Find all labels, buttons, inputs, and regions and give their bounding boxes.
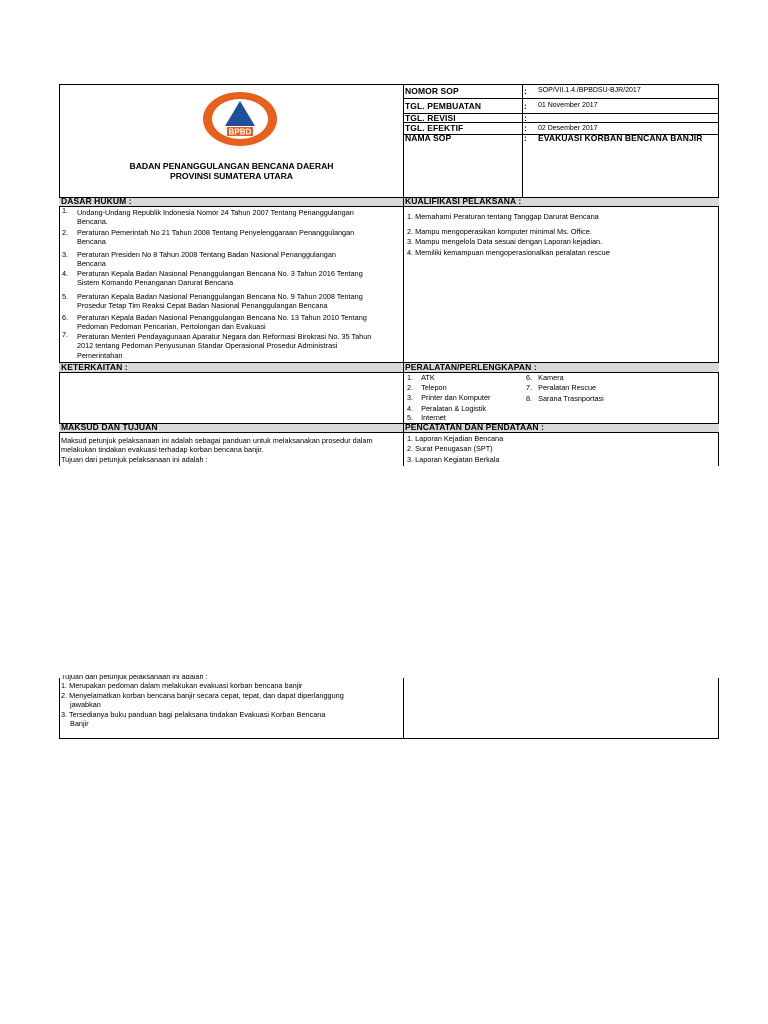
list-item: 4. Memiliki kemampuan mengoperasionalkan peralatan rescue — [407, 247, 610, 257]
meta-value-efektif: 02 Desember 2017 — [538, 125, 598, 132]
list-item: 7. Peralatan Rescue — [526, 383, 597, 392]
meta-label-efektif: TGL. EFEKTIF — [405, 123, 464, 133]
list-item: 2. Menyelamatkan korban bencana banjir secara cepat, tepat, dan dapat diperlanggung — [61, 690, 344, 700]
pencatatan-list — [407, 434, 717, 464]
list-item: 5. Peraturan Kepala Badan Nasional Penanggulangan Bencana No. 9 Tahun 2008 Tentang Prosedur Tetap Tim Reaksi Cepat Badan Nasional Penanggulangan Bencana — [62, 292, 363, 311]
meta-sep: : — [524, 113, 527, 123]
list-item: 6. Kamera — [526, 373, 564, 382]
meta-value-nomor: SOP/VII.1.4./BPBDSU-BJR/2017 — [538, 87, 641, 94]
peralatan-list-left — [407, 373, 517, 423]
pencatatan-title: PENCATATAN DAN PENDATAAN : — [405, 422, 545, 432]
peralatan-title: PERALATAN/PERLENGKAPAN : — [405, 362, 537, 372]
list-item: 1. ATK — [407, 373, 435, 382]
list-item: 3. Mampu mengelola Data sesuai dengan Laporan kejadian. — [407, 237, 603, 247]
meta-label-revisi: TGL. REVISI — [405, 113, 456, 123]
meta-sep: : — [524, 86, 527, 96]
list-item: 1. Merupakan pedoman dalam melakukan evakuasi korban bencana banjir — [61, 681, 303, 691]
peralatan-list-right — [526, 373, 686, 404]
list-item: 2. Peraturan Pemerintah No 21 Tahun 2008 Tentang Penyelenggaraan Penanggulangan Bencana — [62, 228, 355, 247]
list-item: 1. Memahami Peraturan tentang Tanggap Darurat Bencana — [407, 212, 599, 221]
dasar-hukum-title: DASAR HUKUM : — [61, 196, 132, 206]
org-logo — [201, 91, 279, 147]
list-item: 3. Tersedianya buku panduan bagi pelaksana tindakan Evakuasi Korban Bencana — [61, 709, 326, 719]
maksud-title: MAKSUD DAN TUJUAN — [61, 422, 158, 432]
list-item: 1. Laporan Kejadian Bencana — [407, 434, 504, 443]
meta-label-pembuatan: TGL. PEMBUATAN — [405, 101, 482, 111]
dasar-hukum-list — [62, 208, 402, 363]
list-item: 3. Peraturan Presiden No 8 Tahun 2008 Tentang Badan Nasional Penanggulangan Bencana — [62, 250, 336, 269]
list-item: 2. Telepon — [407, 383, 447, 392]
list-item: 4. Peraturan Kepala Badan Nasional Penanggulangan Bencana No. 3 Tahun 2016 Tentang Sistem Komando Penanganan Darurat Bencana — [62, 269, 363, 288]
list-item: 2. Surat Penugasan (SPT) — [407, 444, 493, 454]
list-item: 8. Sarana Trasnportasi — [526, 394, 604, 403]
meta-label-nomor: NOMOR SOP — [405, 86, 459, 96]
meta-sep: : — [524, 101, 527, 111]
list-item: 5. Internet — [407, 413, 446, 422]
keterkaitan-title: KETERKAITAN : — [61, 362, 128, 372]
meta-sep: : — [524, 133, 527, 143]
meta-sep-divider — [522, 84, 523, 198]
list-item: 3. Printer dan Komputer — [407, 393, 491, 402]
section-header-bar — [59, 197, 719, 207]
list-item: 2. Mampu mengoperasikan komputer minimal Ms. Office. — [407, 227, 592, 237]
list-item: Banjir — [70, 719, 89, 729]
kualifikasi-title: KUALIFIKASI PELAKSANA : — [405, 196, 522, 206]
list-item: 3. Laporan Kegiatan Berkala — [407, 454, 500, 464]
org-name-line2: PROVINSI SUMATERA UTARA — [169, 171, 294, 181]
list-item: jawabkan — [70, 700, 101, 710]
meta-label-nama: NAMA SOP — [405, 133, 452, 143]
kualifikasi-list — [407, 212, 717, 257]
logo-text: BPBD — [228, 127, 252, 137]
meta-value-pembuatan: 01 November 2017 — [538, 102, 598, 109]
list-item: 1. Undang-Undang Republik Indonesia Nomor 24 Tahun 2007 Tentang Penanggulangan Bencana. — [62, 206, 354, 227]
org-name-line1: BADAN PENANGGULANGAN BENCANA DAERAH — [129, 161, 334, 171]
meta-col-divider — [403, 84, 404, 466]
meta-sep: : — [524, 123, 527, 133]
maksud-tujuan-list: Tujuan dari petunjuk pelaksanaan ini adalah : 1. Merupakan pedoman dalam melakukan evakuasi korban bencana banjir 2. Menyelamatkan korban bencana banjir secara cepat, tepat, dan dapat diperlanggung jawabkan 3. Tersedianya buku panduan bagi pelaksana tindakan Evakuasi Korban Bencana Banjir — [61, 675, 403, 737]
list-item: 4. Peralatan & Logistik — [407, 403, 486, 413]
maksud-paragraph: Maksud petunjuk pelaksanaan ini adalah sebagai panduan untuk melaksanakan prosedur dalam melakukan tindakan evakuasi terhadap korban bencana banjir. Tujuan dari petunjuk pelaksanaan ini adalah : — [61, 436, 373, 464]
list-item: 6. Peraturan Kepala Badan Nasional Penanggulangan Bencana No. 13 Tahun 2010 Tentang Pedoman Pedoman Pencarian, Pertolongan dan Evakuasi — [62, 313, 367, 332]
section-header-bar — [59, 423, 719, 433]
meta-value-nama: EVAKUASI KORBAN BENCANA BANJIR — [538, 133, 703, 143]
list-item: 7. Peraturan Menteri Pendayagunaan Aparatur Negara dan Reformasi Birokrasi No. 35 Tahun 2012 tentang Pedoman Penyusunan Standar Operasional Prosedur Administrasi Pemerintahan — [62, 330, 372, 360]
section-header-bar — [59, 362, 719, 373]
